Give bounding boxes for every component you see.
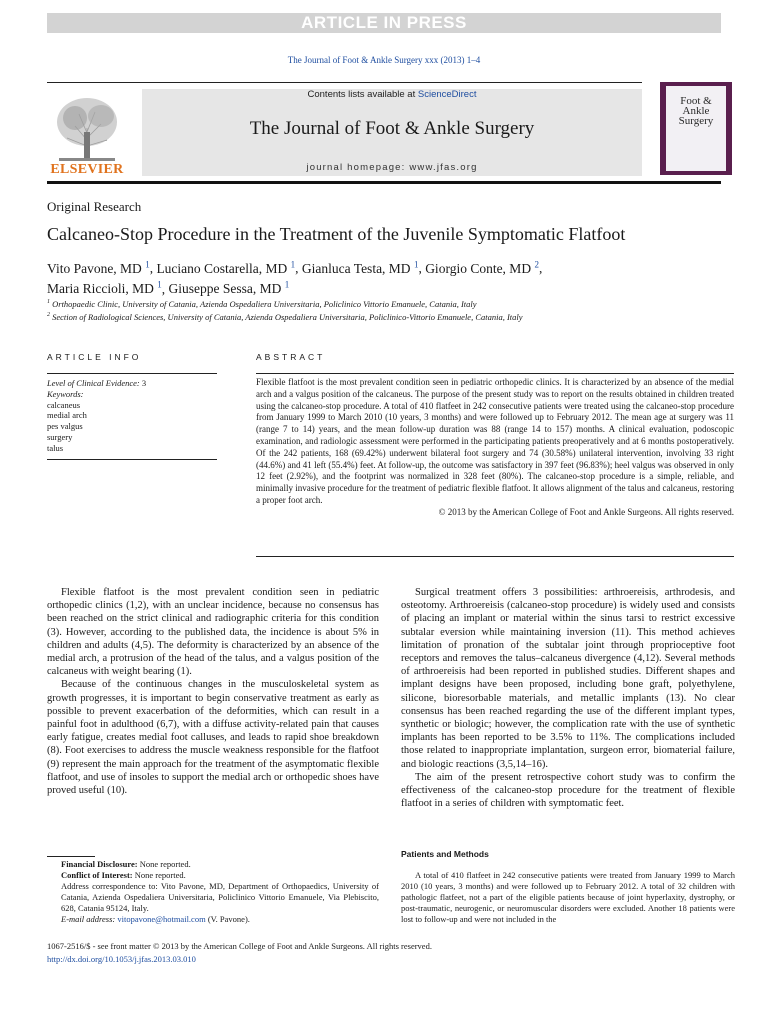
abstract-body: [256, 377, 734, 519]
author-affiliation-marker[interactable]: 1: [145, 259, 150, 269]
paper-title: Calcaneo-Stop Procedure in the Treatment of the Juvenile Symptomatic Flatfoot: [47, 224, 626, 244]
affiliation-marker: 1: [47, 299, 50, 305]
conflict-label: Conflict of Interest:: [61, 870, 133, 880]
affiliation-marker: 2: [47, 311, 50, 318]
author-affiliation-marker[interactable]: 1: [157, 279, 162, 290]
author-affiliation-marker[interactable]: 1: [284, 279, 290, 290]
abstract-text: Flexible flatfoot is the most prevalent condition seen in pediatric orthopedic clinics. It is characterized by an absence of the medial arch and a valgus position of the calcaneus. The purpose of the present study was to report on the results obtained in children treated using the calcaneo-stop procedure. A total of 410 flatfeet in 242 consecutive patients were treated using the calcaneo-stop procedure from January 1999 to March 2010 (10 years, 3 months) and were followed up to February 2012. The mean age at surgery was 11 (range 7 to 14) years, and the mean follow-up duration was 88 (range 14 to 157) months. A clinical evaluation, podoscopic examination, and radiologic assessment were performed in the participating patients preoperatively and at 6 months postoperatively. Of the 242 patients, 168 (69.42%) underwent bilateral foot surgery and 74 (30.58%) unilateral intervention, involving 33 right (44.6%) and 41 left (55.4%) feet. At follow-up, the outcome was satisfactory in 397 feet (96.83%); heel valgus was observed in only 12 feet (2.92%), and the footprint was normalized in 328 feet (80%). The calcaneo-stop procedure is a simple, reliable, and minimally invasive procedure for the treatment of pediatric flexible flatfoot. It allows alignment of the talus and calcaneus, restoring a proper foot arch.: [256, 377, 734, 505]
abstract-rule: [256, 373, 734, 374]
methods-heading: Patients and Methods: [401, 849, 489, 859]
author-affiliation-marker[interactable]: 1: [290, 259, 296, 269]
author-name: Vito Pavone, MD $^1$: [47, 259, 150, 276]
footnote-rule: [47, 856, 95, 857]
abstract-heading: ABSTRACT: [256, 352, 326, 362]
author-name: Luciano Costarella, MD $^1$: [156, 259, 296, 276]
article-info-body: [47, 378, 217, 454]
contents-prefix: Contents lists available at: [307, 89, 418, 100]
keyword-item: pes valgus: [47, 421, 83, 432]
affiliation-list: [47, 297, 727, 323]
author-name: Giorgio Conte, MD $^2$: [425, 259, 539, 276]
journal-citation-link[interactable]: The Journal of Foot & Ankle Surgery xxx (2013) 1–4: [287, 55, 481, 65]
abstract-bottom-rule: [256, 556, 734, 557]
conflict-of-interest: [47, 870, 379, 881]
email-suffix: (V. Pavone).: [205, 914, 250, 924]
author-name: Giuseppe Sessa, MD $^1$: [168, 279, 290, 296]
journal-cover-text: [666, 96, 726, 126]
keywords-list: [47, 400, 217, 454]
email-label: E-mail address:: [61, 914, 116, 924]
abstract-copyright: © 2013 by the American College of Foot and Ankle Surgeons. All rights reserved.: [438, 506, 734, 517]
conflict-value: None reported.: [132, 870, 186, 880]
email-link[interactable]: vitopavone@hotmail.com: [117, 914, 206, 924]
journal-homepage-link[interactable]: journal homepage: www.jfas.org: [306, 162, 478, 173]
author-name: Maria Riccioli, MD $^1$: [47, 279, 162, 296]
article-info-bottom-rule: [47, 459, 217, 460]
article-info-heading: ARTICLE INFO: [47, 352, 142, 362]
financial-disclosure: [47, 859, 379, 870]
author-affiliation-marker[interactable]: 1: [413, 259, 419, 269]
body-right-column: [401, 586, 735, 810]
evidence-label: Level of Clinical Evidence:: [47, 378, 140, 388]
article-info-rule: [47, 373, 217, 374]
keywords-label: [47, 389, 217, 400]
body-paragraph: Surgical treatment offers 3 possibilities: arthroereisis, arthrodesis, and osteotomy. Arthroereisis (calcaneo-stop procedure) is widely used and consists of placing an implant or material within the sinus tarsi to restrict excessive subtalar eversion while maintaining inversion (11). This method achieves limitation of pronation of the subtalar joint through proprioceptive foot receptors and removes the talus–calcaneus divergence (4,12). Several methods of arthroereisis had been reported in published studies. Different shapes and implant designs have been proposed, including bone graft, polyethylene, silicone, bioresorbable materials, and metallic implants (13). No clear consensus has been reached regarding the use of the different implant types, synthetic or biologic; however, the complication rate with the use of synthetic implants has been reported to be 3.5% to 11%. The complications included those related to inappropriate implantation, surgeon error, biomaterial failure, and biologic reactions (3,5,14–16).: [401, 587, 735, 770]
author-name: Gianluca Testa, MD $^1$: [301, 259, 419, 276]
disclosure-value: None reported.: [137, 859, 191, 869]
doi-link[interactable]: http://dx.doi.org/10.1053/j.jfas.2013.03.010: [47, 953, 196, 964]
issn-line: 1067-2516/$ - see front matter © 2013 by the American College of Foot and Ankle Surgeons. All rights reserved.: [47, 941, 432, 951]
author-list: Vito Pavone, MD $^1$, Luciano Costarella, MD $^1$, Gianluca Testa, MD $^1$, Giorgio Conte, MD $^2$, Maria Riccioli, MD $^1$, Giuseppe Sessa, MD $^1$: [47, 259, 543, 296]
affiliation-item: $^1$ Orthopaedic Clinic, University of Catania, Azienda Ospedaliera Universitaria, Policlinico Vittorio Emanuele, Catania, Italy: [47, 298, 477, 309]
methods-column: [401, 870, 735, 925]
sciencedirect-link[interactable]: ScienceDirect: [417, 89, 477, 100]
evidence-value: 3: [141, 378, 147, 388]
body-left-column: [47, 586, 379, 797]
article-in-press-banner: ARTICLE IN PRESS: [47, 13, 721, 33]
page-bottom-info: [47, 940, 647, 965]
body-paragraph: Flexible flatfoot is the most prevalent condition seen in pediatric orthopedic clinics (1,2), with an unclear incidence, because no consensus has been reached on the strict clinical and radiographic criteria for this condition (3). However, according to the published data, the incidence is about 5% in children and adults (4,5). The deformity is characterized by an absence of the medial arch, a protrusion of the head of the talus, and a valgus position of the calcaneus with weight bearing (1).: [47, 587, 379, 678]
keyword-item: medial arch: [47, 410, 87, 421]
keyword-item: talus: [47, 442, 64, 453]
affiliation-item: $^2$ Section of Radiological Sciences, University of Catania, Azienda Ospedaliera Universitaria, Policlinico-Vittorio Emanuele, Catania, Italy: [47, 311, 523, 322]
correspondence-address: Address correspondence to: Vito Pavone, MD, Department of Orthopaedics, University of Catania, Azienda Ospedaliera Universitaria, Policlinico Vittorio Emanuele, Via Plebiscito, 628, Catania 95124, Italy.: [61, 881, 379, 913]
methods-paragraph: A total of 410 flatfeet in 242 consecutive patients were treated from January 1999 to March 2010 (10 years, 3 months) and were followed up to February 2012. A total of 32 children with pathologic flatfeet, not a part of the eligible patients because of joint hyperlaxity, dystrophy, or post-traumatic, neurogenic, or neuromuscular disorders were excluded. Another 18 patients were lost to follow-up and were not included in the: [401, 870, 735, 924]
journal-title: The Journal of Foot & Ankle Surgery: [249, 118, 535, 139]
body-paragraph: The aim of the present retrospective cohort study was to confirm the effectiveness of the calcaneo-stop procedure for the treatment of flexible flatfoot in a series of children with symptomatic feet.: [401, 771, 735, 810]
keyword-item: calcaneus: [47, 399, 81, 410]
contents-available: [142, 89, 642, 100]
author-affiliation-marker[interactable]: 2: [534, 259, 539, 269]
cover-line-3: Surgery: [678, 115, 714, 127]
article-section-label: Original Research: [47, 199, 142, 214]
cover-line-1: Foot &: [680, 95, 712, 107]
cover-line-2: Ankle: [682, 105, 710, 117]
header-thick-rule: [47, 181, 721, 184]
body-paragraph: Because of the continuous changes in the musculoskeletal system as growth progresses, it is important to begin conservative treatment as early as possible to prevent exacerbation of the deformities, which can result in a painful foot in adulthood (6,7), with a diffuse activity-related pain that causes early fatigue, creates medial foot calluses, and leads to rapid shoe breakdown (8). Foot exercises to address the muscle weakness responsible for the flatfoot (9) represent the main approach for the treatment of the asymptomatic flexible flatfoot, and use of insoles to support the medial arch or orthopedic shoes have proved useful (10).: [47, 679, 379, 797]
keyword-item: surgery: [47, 431, 73, 442]
disclosure-label: Financial Disclosure:: [61, 859, 138, 869]
footnotes: [47, 859, 379, 925]
elsevier-wordmark: ELSEVIER: [50, 162, 124, 177]
evidence-level: [47, 378, 217, 389]
header-top-rule: [47, 82, 642, 83]
keywords-label-text: Keywords:: [47, 388, 84, 399]
email-line: [47, 914, 379, 925]
